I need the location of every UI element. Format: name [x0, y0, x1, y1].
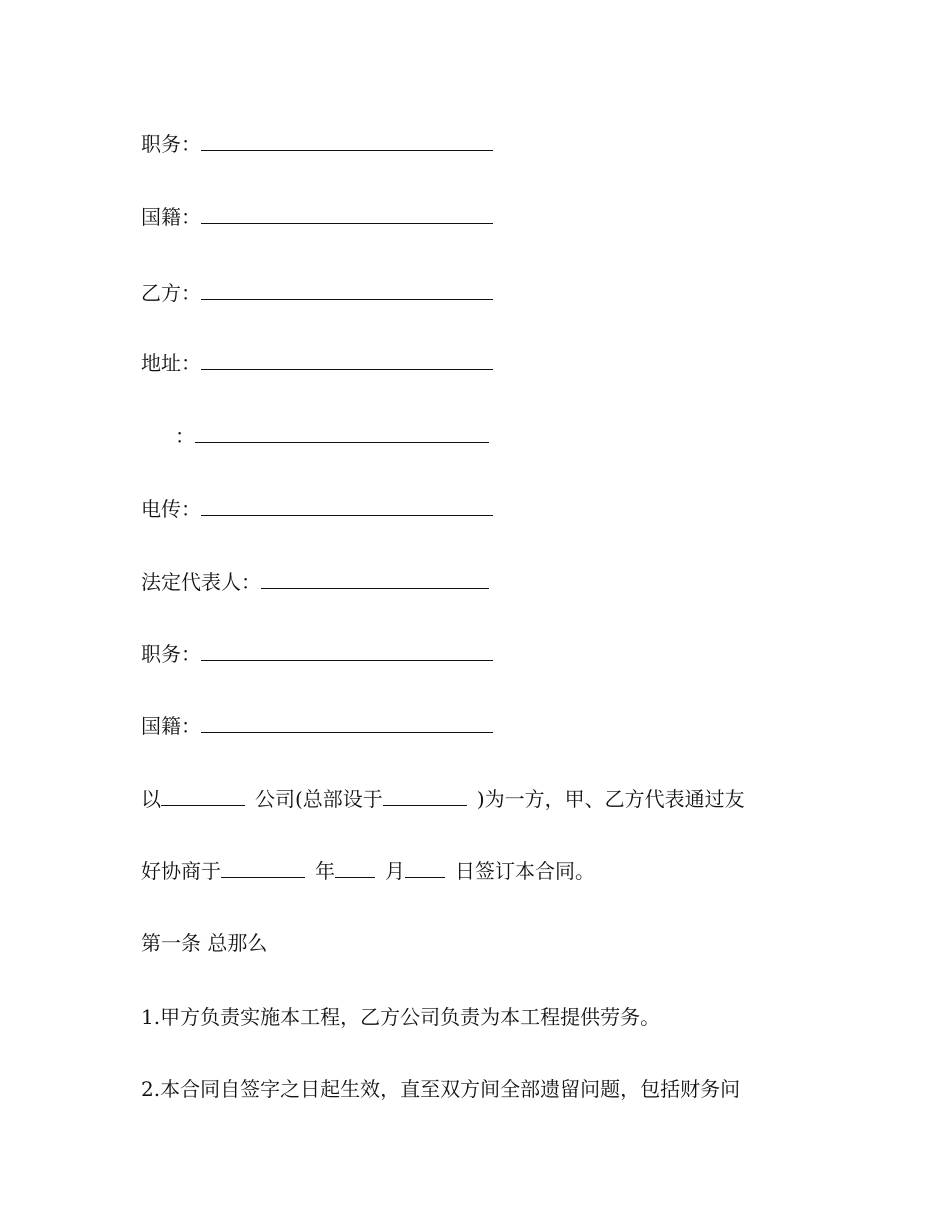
fill-blank: [201, 497, 493, 516]
clause-1: 1.甲方负责实施本工程，乙方公司负责为本工程提供劳务。: [141, 1005, 661, 1029]
fill-blank: [201, 281, 493, 300]
fill-blank: [161, 787, 245, 806]
field-nationality-2: [141, 713, 493, 739]
text-run: 公司(总部设于: [255, 787, 383, 811]
field-label: 乙方：: [141, 281, 201, 305]
field-position-2: [141, 641, 493, 667]
field-label: 电传：: [141, 497, 201, 521]
fill-blank: [383, 787, 467, 806]
intro-line-2: [141, 858, 595, 884]
field-label: 职务：: [141, 642, 201, 666]
field-unlabeled: [141, 423, 489, 449]
fill-blank: [195, 424, 489, 443]
field-address: [141, 350, 493, 376]
field-label: ：: [175, 424, 195, 448]
fill-blank: [261, 570, 489, 589]
fill-blank: [201, 351, 493, 370]
text-run: 月: [385, 859, 405, 883]
fill-blank: [201, 132, 493, 151]
intro-line-1: [141, 786, 745, 812]
field-label: 职务：: [141, 132, 201, 156]
text-run: 日签订本合同。: [455, 859, 595, 883]
clause-2: 2.本合同自签字之日起生效，直至双方间全部遗留问题，包括财务问: [141, 1077, 741, 1101]
fill-blank: [405, 859, 445, 878]
field-label: 国籍：: [141, 205, 201, 229]
fill-blank: [201, 205, 493, 224]
field-party-b: [141, 280, 493, 306]
text-run: 以: [141, 787, 161, 811]
field-position-1: [141, 131, 493, 157]
fill-blank: [335, 859, 375, 878]
fill-blank: [201, 642, 493, 661]
field-telex: [141, 496, 493, 522]
article-1-heading: 第一条 总那么: [141, 931, 268, 955]
text-run: 好协商于: [141, 859, 221, 883]
field-legal-representative: [141, 569, 489, 595]
fill-blank: [201, 714, 493, 733]
field-label: 法定代表人：: [141, 570, 261, 594]
field-label: 地址：: [141, 351, 201, 375]
fill-blank: [221, 859, 305, 878]
field-label: 国籍：: [141, 714, 201, 738]
text-run: )为一方，甲、乙方代表通过友: [476, 787, 745, 811]
field-nationality-1: [141, 204, 493, 230]
text-run: 年: [315, 859, 335, 883]
